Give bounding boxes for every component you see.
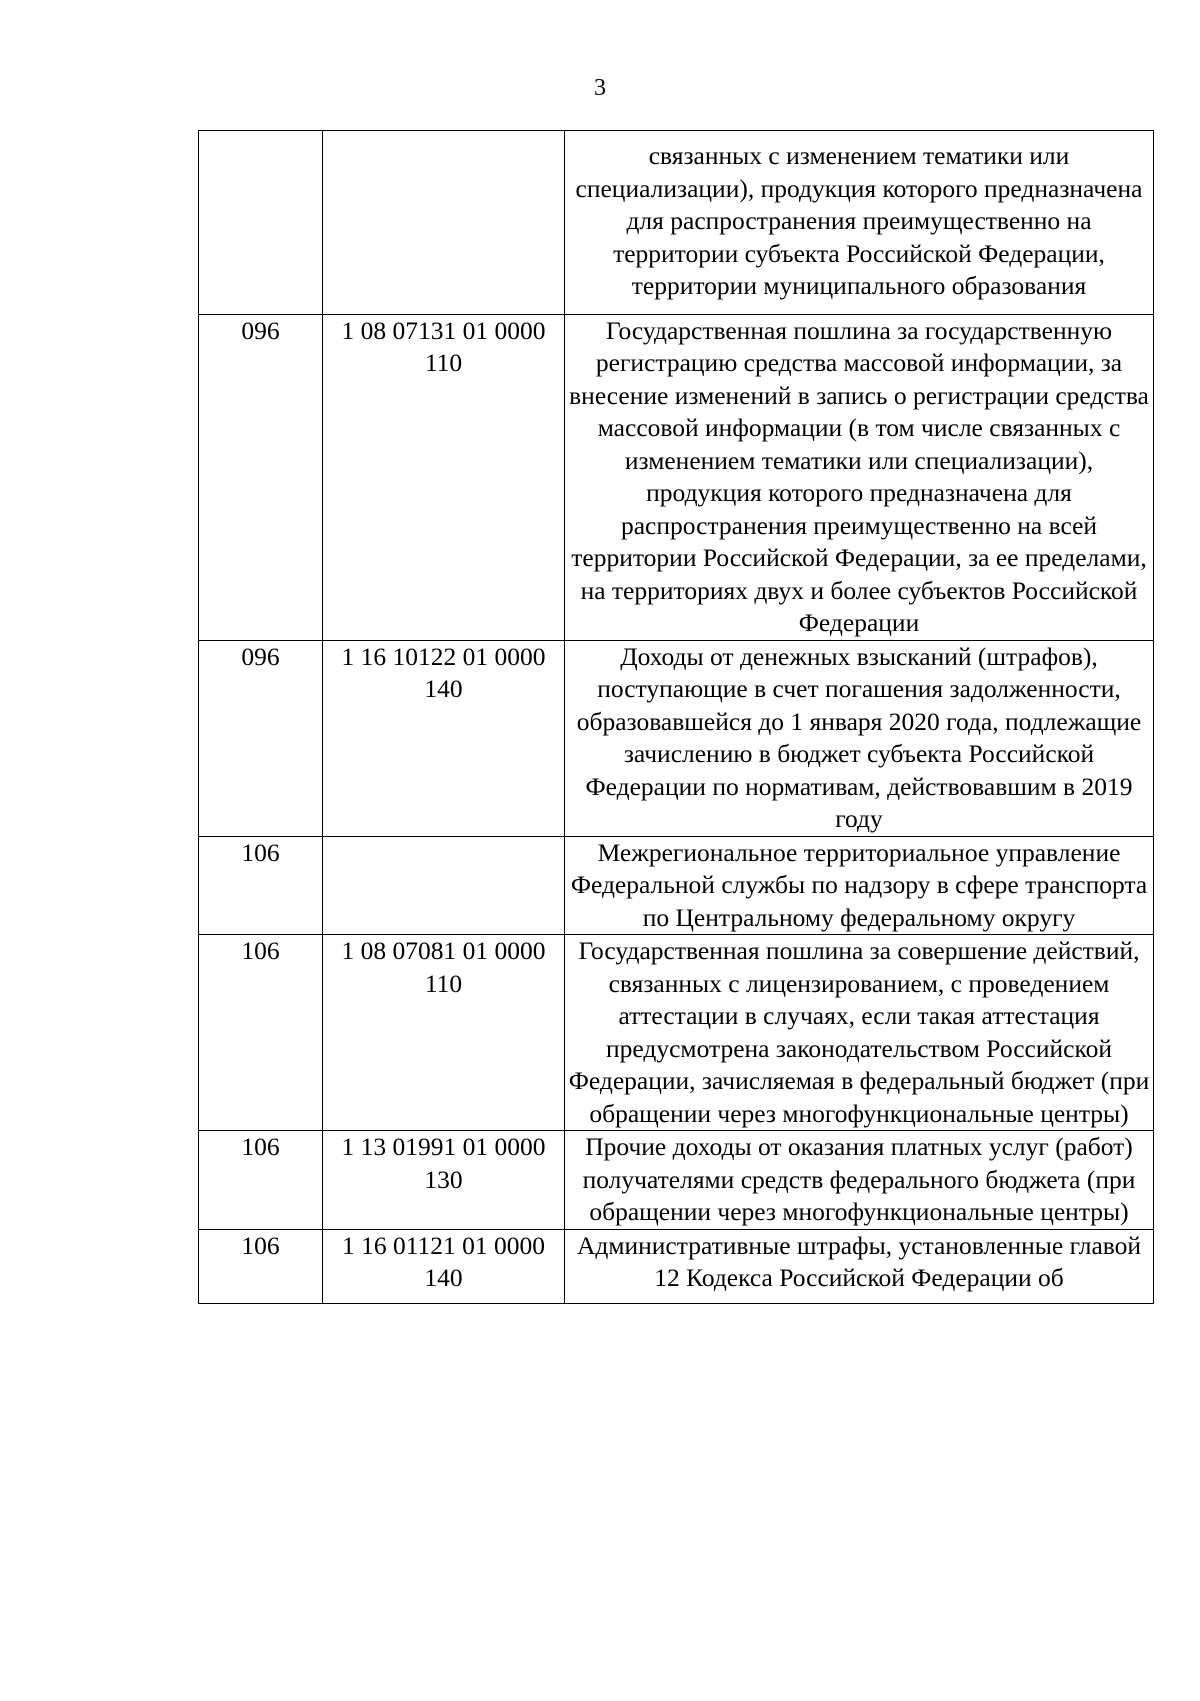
- admin-code-cell: 096: [199, 640, 323, 836]
- budget-code-cell: 1 16 10122 01 0000 140: [323, 640, 565, 836]
- description-cell: Государственная пошлина за совершение действий, связанных с лицензированием, с проведением аттестации в случаях, если такая аттестация предусмотрена законодательством Российской Федерации, зачисляемая в федеральный бюджет (при обращении через многофункциональные центры): [565, 935, 1154, 1131]
- description-cell: связанных с изменением тематики или специализации), продукция которого предназначена для распространения преимущественно на территории субъекта Российской Федерации, территории муниципального образования: [565, 131, 1154, 315]
- table-row: [199, 836, 1154, 935]
- table-row: [199, 1131, 1154, 1230]
- table-row: [199, 1229, 1154, 1303]
- budget-code-cell: 1 16 01121 01 0000 140: [323, 1229, 565, 1303]
- budget-code-cell: [323, 131, 565, 315]
- description-cell: Государственная пошлина за государственную регистрацию средства массовой информации, за внесение изменений в запись о регистрации средства массовой информации (в том числе связанных с изменением тематики или специализации), продукция которого предназначена для распространения преимущественно на всей территории Российской Федерации, за ее пределами, на территориях двух и более субъектов Российской Федерации: [565, 314, 1154, 640]
- description-cell: Административные штрафы, установленные главой 12 Кодекса Российской Федерации об: [565, 1229, 1154, 1303]
- description-cell: Межрегиональное территориальное управление Федеральной службы по надзору в сфере транспорта по Центральному федеральному округу: [565, 836, 1154, 935]
- budget-code-cell: 1 13 01991 01 0000 130: [323, 1131, 565, 1230]
- admin-code-cell: 106: [199, 836, 323, 935]
- admin-code-cell: 106: [199, 1131, 323, 1230]
- revenue-classification-table: [198, 130, 1154, 1304]
- budget-code-cell: [323, 836, 565, 935]
- budget-code-cell: 1 08 07081 01 0000 110: [323, 935, 565, 1131]
- page-number: 3: [594, 75, 606, 101]
- admin-code-cell: 106: [199, 935, 323, 1131]
- table-row: [199, 131, 1154, 315]
- description-cell: Доходы от денежных взысканий (штрафов), поступающие в счет погашения задолженности, образовавшейся до 1 января 2020 года, подлежащие зачислению в бюджет субъекта Российской Федерации по нормативам, действовавшим в 2019 году: [565, 640, 1154, 836]
- table-row: [199, 640, 1154, 836]
- table-row: [199, 314, 1154, 640]
- admin-code-cell: 106: [199, 1229, 323, 1303]
- description-cell: Прочие доходы от оказания платных услуг (работ) получателями средств федерального бюджета (при обращении через многофункциональные центры): [565, 1131, 1154, 1230]
- budget-code-cell: 1 08 07131 01 0000 110: [323, 314, 565, 640]
- table-row: [199, 935, 1154, 1131]
- admin-code-cell: 096: [199, 314, 323, 640]
- admin-code-cell: [199, 131, 323, 315]
